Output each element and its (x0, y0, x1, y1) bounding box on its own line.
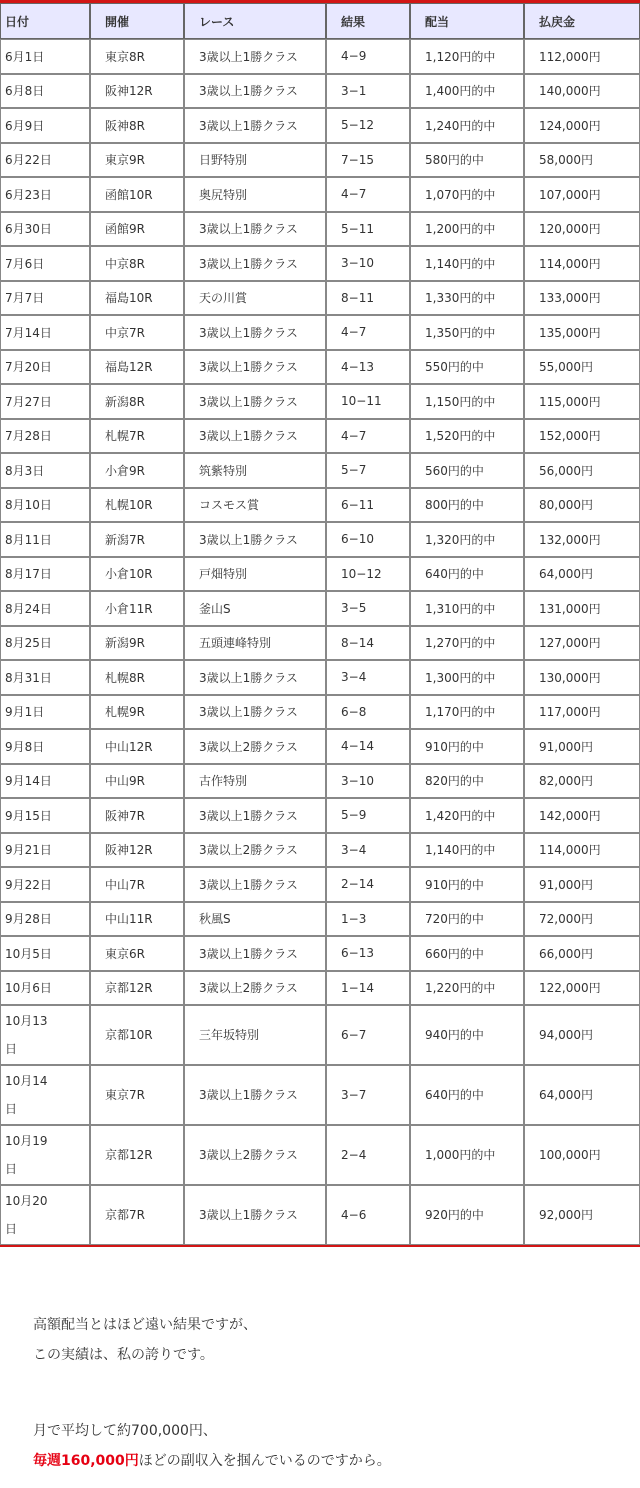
cell-dividend: 640円的中 (410, 1065, 524, 1125)
cell-race: 筑紫特別 (184, 453, 326, 488)
cell-race: 3歳以上1勝クラス (184, 315, 326, 350)
table-row (0, 591, 640, 626)
table-row (0, 522, 640, 557)
cell-race: 五頭連峰特別 (184, 626, 326, 661)
cell-venue: 京都12R (90, 1125, 184, 1185)
cell-payout: 100,000円 (524, 1125, 640, 1185)
cell-venue: 京都7R (90, 1185, 184, 1245)
table-row (0, 281, 640, 316)
cell-date: 9月21日 (0, 833, 90, 868)
cell-race: 3歳以上2勝クラス (184, 971, 326, 1006)
text-line-1: 高額配当とはほど遠い結果ですが、 (33, 1317, 257, 1333)
cell-race: 3歳以上2勝クラス (184, 729, 326, 764)
table-row (0, 902, 640, 937)
header-dividend: 配当 (410, 3, 524, 39)
cell-payout: 135,000円 (524, 315, 640, 350)
cell-payout: 58,000円 (524, 143, 640, 178)
cell-venue: 京都10R (90, 1005, 184, 1065)
cell-result: 3−7 (326, 1065, 410, 1125)
cell-date: 9月14日 (0, 764, 90, 799)
cell-race: 秋風S (184, 902, 326, 937)
table-row (0, 695, 640, 730)
cell-race: コスモス賞 (184, 488, 326, 523)
cell-dividend: 1,320円的中 (410, 522, 524, 557)
cell-race: 3歳以上1勝クラス (184, 74, 326, 109)
cell-result: 1−3 (326, 902, 410, 937)
cell-date: 10月19日 (0, 1125, 90, 1185)
cell-date: 8月11日 (0, 522, 90, 557)
text-line-2: この実績は、私の誇りです。 (33, 1347, 214, 1363)
cell-result: 3−10 (326, 764, 410, 799)
text-line-4-rest: ほどの副収入を掴んでいるのですから。 (138, 1453, 391, 1469)
cell-payout: 131,000円 (524, 591, 640, 626)
cell-date: 6月9日 (0, 108, 90, 143)
cell-race: 三年坂特別 (184, 1005, 326, 1065)
table-row (0, 798, 640, 833)
cell-venue: 小倉9R (90, 453, 184, 488)
cell-date: 7月14日 (0, 315, 90, 350)
header-payout: 払戻金 (524, 3, 640, 39)
cell-dividend: 1,140円的中 (410, 246, 524, 281)
header-result: 結果 (326, 3, 410, 39)
cell-payout: 82,000円 (524, 764, 640, 799)
cell-dividend: 910円的中 (410, 729, 524, 764)
cell-date: 8月3日 (0, 453, 90, 488)
header-date: 日付 (0, 3, 90, 39)
table-row (0, 867, 640, 902)
header-race: レース (184, 3, 326, 39)
cell-dividend: 1,330円的中 (410, 281, 524, 316)
cell-race: 3歳以上1勝クラス (184, 695, 326, 730)
cell-venue: 新潟7R (90, 522, 184, 557)
cell-venue: 小倉11R (90, 591, 184, 626)
cell-date: 9月1日 (0, 695, 90, 730)
cell-dividend: 660円的中 (410, 936, 524, 971)
cell-dividend: 1,000円的中 (410, 1125, 524, 1185)
cell-venue: 中山9R (90, 764, 184, 799)
cell-race: 3歳以上1勝クラス (184, 1185, 326, 1245)
cell-date: 10月5日 (0, 936, 90, 971)
cell-date: 6月30日 (0, 212, 90, 247)
table-row (0, 384, 640, 419)
cell-dividend: 1,270円的中 (410, 626, 524, 661)
cell-race: 日野特別 (184, 143, 326, 178)
cell-payout: 114,000円 (524, 246, 640, 281)
cell-venue: 札幌10R (90, 488, 184, 523)
cell-venue: 阪神12R (90, 833, 184, 868)
cell-dividend: 1,120円的中 (410, 39, 524, 74)
cell-payout: 127,000円 (524, 626, 640, 661)
cell-dividend: 1,150円的中 (410, 384, 524, 419)
cell-date: 7月20日 (0, 350, 90, 385)
cell-date: 8月31日 (0, 660, 90, 695)
cell-payout: 56,000円 (524, 453, 640, 488)
cell-date: 7月7日 (0, 281, 90, 316)
cell-date: 7月27日 (0, 384, 90, 419)
cell-venue: 小倉10R (90, 557, 184, 592)
cell-payout: 91,000円 (524, 867, 640, 902)
cell-payout: 91,000円 (524, 729, 640, 764)
cell-date: 8月17日 (0, 557, 90, 592)
text-line-4 (33, 1446, 633, 1476)
cell-payout: 142,000円 (524, 798, 640, 833)
cell-result: 5−9 (326, 798, 410, 833)
cell-payout: 117,000円 (524, 695, 640, 730)
table-row (0, 350, 640, 385)
cell-date: 6月8日 (0, 74, 90, 109)
cell-dividend: 580円的中 (410, 143, 524, 178)
cell-payout: 80,000円 (524, 488, 640, 523)
cell-race: 奥尻特別 (184, 177, 326, 212)
table-row (0, 833, 640, 868)
cell-payout: 55,000円 (524, 350, 640, 385)
table-body (0, 39, 640, 1245)
cell-result: 4−7 (326, 419, 410, 454)
table-row (0, 1125, 640, 1185)
table-header-row (0, 3, 640, 39)
cell-date: 7月6日 (0, 246, 90, 281)
cell-race: 3歳以上2勝クラス (184, 1125, 326, 1185)
cell-result: 4−9 (326, 39, 410, 74)
table-row (0, 764, 640, 799)
cell-venue: 函館10R (90, 177, 184, 212)
cell-dividend: 910円的中 (410, 867, 524, 902)
table-row (0, 1005, 640, 1065)
spacer (33, 1370, 633, 1416)
text-line-3: 月で平均して約700,000円、 (33, 1423, 217, 1439)
cell-dividend: 1,300円的中 (410, 660, 524, 695)
cell-date: 9月8日 (0, 729, 90, 764)
cell-race: 3歳以上1勝クラス (184, 246, 326, 281)
cell-result: 3−1 (326, 74, 410, 109)
cell-race: 3歳以上1勝クラス (184, 522, 326, 557)
cell-dividend: 920円的中 (410, 1185, 524, 1245)
cell-result: 3−10 (326, 246, 410, 281)
cell-date: 9月15日 (0, 798, 90, 833)
cell-payout: 152,000円 (524, 419, 640, 454)
cell-venue: 福島10R (90, 281, 184, 316)
cell-payout: 114,000円 (524, 833, 640, 868)
cell-venue: 新潟9R (90, 626, 184, 661)
cell-dividend: 1,140円的中 (410, 833, 524, 868)
cell-venue: 中京8R (90, 246, 184, 281)
table-row (0, 626, 640, 661)
cell-race: 3歳以上1勝クラス (184, 419, 326, 454)
cell-result: 4−13 (326, 350, 410, 385)
cell-result: 5−7 (326, 453, 410, 488)
table-row (0, 212, 640, 247)
cell-payout: 122,000円 (524, 971, 640, 1006)
cell-dividend: 1,200円的中 (410, 212, 524, 247)
cell-dividend: 940円的中 (410, 1005, 524, 1065)
cell-date: 6月23日 (0, 177, 90, 212)
cell-venue: 阪神7R (90, 798, 184, 833)
cell-payout: 132,000円 (524, 522, 640, 557)
cell-result: 6−11 (326, 488, 410, 523)
cell-result: 6−13 (326, 936, 410, 971)
cell-dividend: 560円的中 (410, 453, 524, 488)
cell-date: 8月24日 (0, 591, 90, 626)
cell-dividend: 800円的中 (410, 488, 524, 523)
table-row (0, 39, 640, 74)
cell-payout: 66,000円 (524, 936, 640, 971)
cell-result: 2−4 (326, 1125, 410, 1185)
cell-dividend: 1,420円的中 (410, 798, 524, 833)
table-row (0, 488, 640, 523)
table-row (0, 971, 640, 1006)
table-row (0, 453, 640, 488)
cell-date: 9月28日 (0, 902, 90, 937)
cell-venue: 函館9R (90, 212, 184, 247)
table-row (0, 108, 640, 143)
cell-payout: 130,000円 (524, 660, 640, 695)
weekly-income-highlight: 毎週160,000円 (33, 1453, 139, 1469)
closing-text (33, 1310, 633, 1476)
cell-race: 3歳以上1勝クラス (184, 660, 326, 695)
cell-venue: 京都12R (90, 971, 184, 1006)
table-row (0, 246, 640, 281)
cell-result: 4−7 (326, 315, 410, 350)
cell-dividend: 550円的中 (410, 350, 524, 385)
cell-dividend: 1,350円的中 (410, 315, 524, 350)
cell-date: 7月28日 (0, 419, 90, 454)
cell-venue: 東京9R (90, 143, 184, 178)
cell-race: 釜山S (184, 591, 326, 626)
cell-result: 4−14 (326, 729, 410, 764)
cell-race: 3歳以上1勝クラス (184, 1065, 326, 1125)
cell-race: 3歳以上1勝クラス (184, 39, 326, 74)
cell-date: 6月22日 (0, 143, 90, 178)
cell-result: 4−6 (326, 1185, 410, 1245)
cell-payout: 94,000円 (524, 1005, 640, 1065)
cell-result: 1−14 (326, 971, 410, 1006)
table-row (0, 660, 640, 695)
cell-payout: 92,000円 (524, 1185, 640, 1245)
cell-result: 6−10 (326, 522, 410, 557)
cell-race: 3歳以上1勝クラス (184, 936, 326, 971)
results-table (0, 3, 640, 1245)
cell-result: 7−15 (326, 143, 410, 178)
cell-date: 9月22日 (0, 867, 90, 902)
cell-dividend: 1,070円的中 (410, 177, 524, 212)
header-venue: 開催 (90, 3, 184, 39)
cell-dividend: 1,170円的中 (410, 695, 524, 730)
table-row (0, 557, 640, 592)
cell-date: 10月6日 (0, 971, 90, 1006)
cell-race: 天の川賞 (184, 281, 326, 316)
cell-venue: 中山12R (90, 729, 184, 764)
cell-dividend: 1,400円的中 (410, 74, 524, 109)
cell-race: 3歳以上1勝クラス (184, 350, 326, 385)
cell-venue: 新潟8R (90, 384, 184, 419)
cell-race: 戸畑特別 (184, 557, 326, 592)
cell-payout: 72,000円 (524, 902, 640, 937)
cell-payout: 133,000円 (524, 281, 640, 316)
cell-venue: 阪神12R (90, 74, 184, 109)
cell-venue: 東京6R (90, 936, 184, 971)
cell-result: 4−7 (326, 177, 410, 212)
cell-dividend: 720円的中 (410, 902, 524, 937)
cell-venue: 札幌9R (90, 695, 184, 730)
cell-result: 5−12 (326, 108, 410, 143)
cell-payout: 115,000円 (524, 384, 640, 419)
table-row (0, 936, 640, 971)
cell-date: 8月10日 (0, 488, 90, 523)
cell-date: 6月1日 (0, 39, 90, 74)
cell-result: 10−11 (326, 384, 410, 419)
cell-payout: 64,000円 (524, 1065, 640, 1125)
cell-venue: 福島12R (90, 350, 184, 385)
cell-race: 古作特別 (184, 764, 326, 799)
cell-dividend: 1,220円的中 (410, 971, 524, 1006)
cell-date: 10月13日 (0, 1005, 90, 1065)
cell-payout: 64,000円 (524, 557, 640, 592)
table-row (0, 315, 640, 350)
table-row (0, 729, 640, 764)
cell-race: 3歳以上1勝クラス (184, 384, 326, 419)
cell-result: 3−4 (326, 833, 410, 868)
table-row (0, 1065, 640, 1125)
cell-venue: 阪神8R (90, 108, 184, 143)
cell-result: 6−8 (326, 695, 410, 730)
cell-result: 10−12 (326, 557, 410, 592)
cell-venue: 札幌7R (90, 419, 184, 454)
cell-result: 8−14 (326, 626, 410, 661)
cell-dividend: 1,310円的中 (410, 591, 524, 626)
cell-race: 3歳以上1勝クラス (184, 108, 326, 143)
cell-result: 5−11 (326, 212, 410, 247)
cell-venue: 中山11R (90, 902, 184, 937)
cell-dividend: 640円的中 (410, 557, 524, 592)
cell-race: 3歳以上1勝クラス (184, 798, 326, 833)
cell-venue: 中京7R (90, 315, 184, 350)
cell-date: 10月14日 (0, 1065, 90, 1125)
cell-dividend: 1,520円的中 (410, 419, 524, 454)
cell-payout: 120,000円 (524, 212, 640, 247)
table-row (0, 1185, 640, 1245)
cell-venue: 東京8R (90, 39, 184, 74)
table-row (0, 177, 640, 212)
cell-result: 6−7 (326, 1005, 410, 1065)
cell-venue: 中山7R (90, 867, 184, 902)
cell-date: 10月20日 (0, 1185, 90, 1245)
cell-payout: 112,000円 (524, 39, 640, 74)
cell-race: 3歳以上1勝クラス (184, 867, 326, 902)
cell-venue: 札幌8R (90, 660, 184, 695)
cell-race: 3歳以上1勝クラス (184, 212, 326, 247)
cell-payout: 140,000円 (524, 74, 640, 109)
table-row (0, 74, 640, 109)
cell-result: 8−11 (326, 281, 410, 316)
cell-result: 2−14 (326, 867, 410, 902)
table-row (0, 143, 640, 178)
cell-venue: 東京7R (90, 1065, 184, 1125)
cell-payout: 124,000円 (524, 108, 640, 143)
cell-dividend: 820円的中 (410, 764, 524, 799)
cell-result: 3−4 (326, 660, 410, 695)
table-row (0, 419, 640, 454)
cell-dividend: 1,240円的中 (410, 108, 524, 143)
cell-result: 3−5 (326, 591, 410, 626)
cell-payout: 107,000円 (524, 177, 640, 212)
cell-date: 8月25日 (0, 626, 90, 661)
cell-race: 3歳以上2勝クラス (184, 833, 326, 868)
